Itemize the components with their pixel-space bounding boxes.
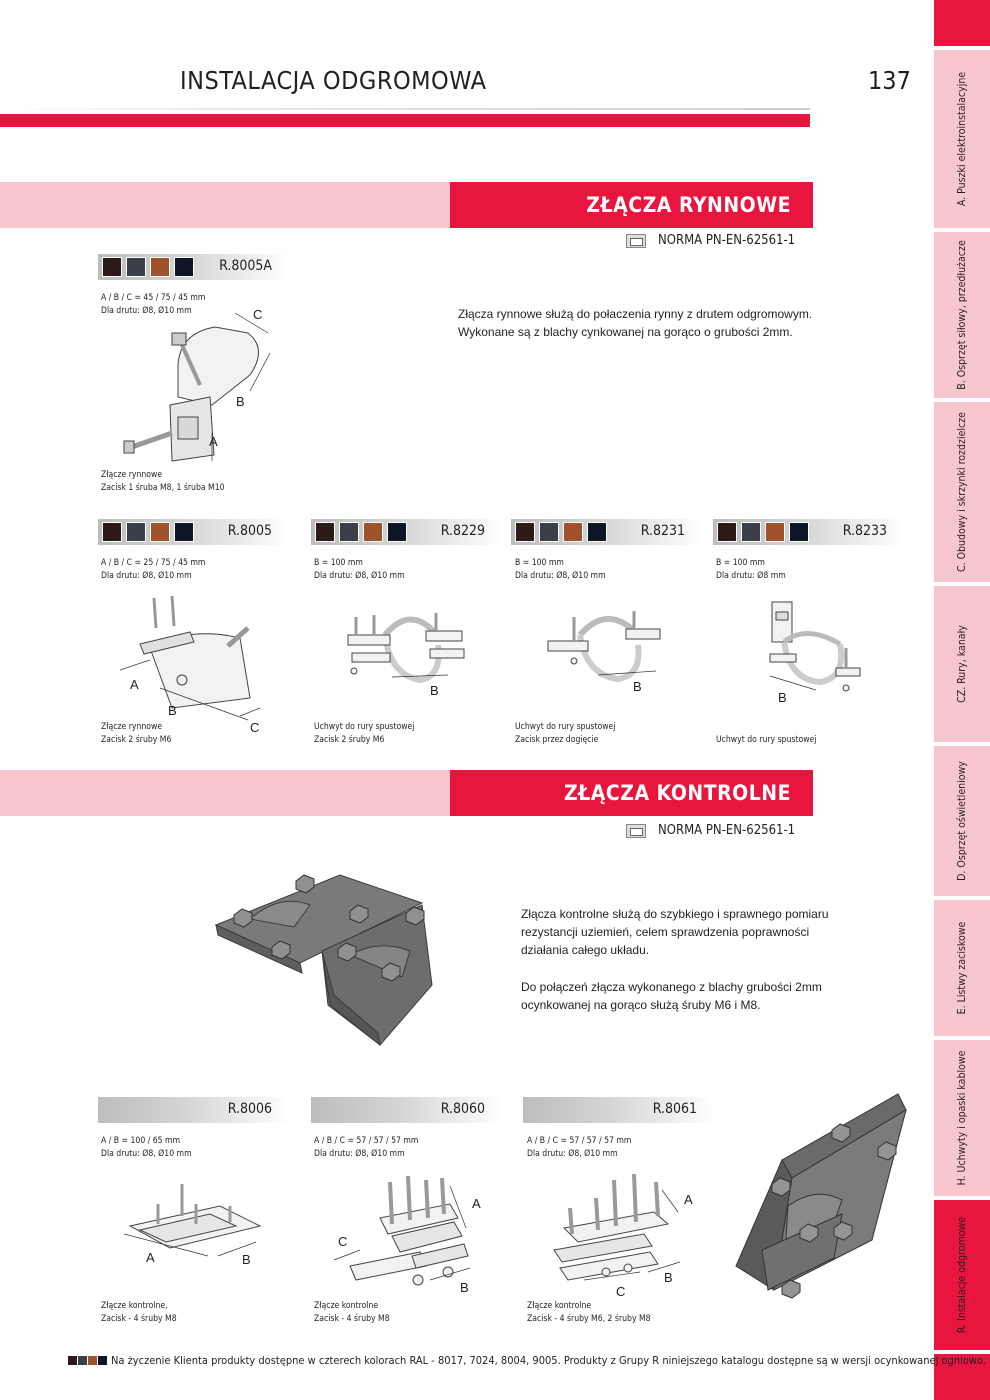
product-code: R.8005A xyxy=(219,258,272,274)
caption-clamp: Zacisk - 4 śruby M8 xyxy=(101,1314,177,1324)
product-caption xyxy=(101,469,225,495)
product-spec xyxy=(101,1135,192,1161)
tab-d-label: D. Osprzęt oświetleniowy xyxy=(956,761,968,881)
color-swatch-8017 xyxy=(102,522,122,542)
caption-name: Złącze rynnowe xyxy=(101,470,163,480)
product-bar-r8229 xyxy=(311,519,503,545)
product-caption xyxy=(314,1300,390,1326)
section2-norma: NORMA PN-EN-62561-1 xyxy=(658,823,796,838)
tab-d[interactable] xyxy=(934,746,990,896)
spec-wire: Dla drutu: Ø8, Ø10 mm xyxy=(515,571,606,581)
product-bar-r8061 xyxy=(523,1097,715,1123)
product-spec xyxy=(515,557,606,583)
r8006-drawing xyxy=(110,1176,270,1276)
section2-desc-line3: działania całego układu. xyxy=(521,943,650,957)
caption-clamp: Zacisk - 4 śruby M6, 2 śruby M8 xyxy=(527,1314,651,1324)
caption-name: Złącze rynnowe xyxy=(101,722,163,732)
dim-label-c: C xyxy=(616,1284,626,1298)
color-swatch-9005 xyxy=(174,522,194,542)
tab-c-label: C. Obudowy i skrzynki rozdzielcze xyxy=(956,411,968,573)
product-bar-r8231 xyxy=(511,519,703,545)
r8061-photo xyxy=(722,1090,912,1340)
product-spec xyxy=(716,557,786,583)
spec-dimensions: B = 100 mm xyxy=(716,558,765,568)
dim-label-c: C xyxy=(253,307,263,322)
dim-label-b: B xyxy=(236,394,245,409)
section1-description xyxy=(458,305,812,341)
color-swatch-7024 xyxy=(126,522,146,542)
r8061-drawing xyxy=(544,1168,704,1298)
product-caption xyxy=(515,721,615,747)
side-tabs xyxy=(934,0,990,1400)
caption-name: Uchwyt do rury spustowej xyxy=(314,722,415,732)
section2-desc-line1: Złącza kontrolne służą do szybkiego i sprawnego pomiaru xyxy=(521,907,829,921)
color-swatch-9005 xyxy=(387,522,407,542)
section1-norma: NORMA PN-EN-62561-1 xyxy=(658,233,796,248)
tab-a-label: A. Puszki elektroinstalacyjne xyxy=(956,71,968,207)
color-swatch-8004 xyxy=(563,522,583,542)
spec-dimensions: B = 100 mm xyxy=(515,558,564,568)
dim-label-a: A xyxy=(209,434,218,449)
section2-title: ZŁĄCZA KONTROLNE xyxy=(450,770,813,816)
tab-r-label: R. Instalacje odgromowe xyxy=(956,1216,968,1334)
document-icon xyxy=(626,824,646,838)
r8060-drawing xyxy=(330,1168,490,1298)
product-code: R.8060 xyxy=(440,1101,485,1117)
product-caption xyxy=(314,721,414,747)
caption-name: Złącze kontrolne xyxy=(314,1301,379,1311)
section1-band xyxy=(0,182,450,228)
spec-dimensions: A / B = 100 / 65 mm xyxy=(101,1136,181,1146)
spec-dimensions: B = 100 mm xyxy=(314,558,363,568)
dim-label-b: B xyxy=(430,683,439,698)
footer-text: Na życzenie Klienta produkty dostępne w czterech kolorach RAL - 8017, 7024, 8004, 9005. Produkty z Grupy R niniejszego katalogu dostępne są w wersji ocynkowanej ogniowo. xyxy=(111,1354,987,1367)
dim-label-b: B xyxy=(633,679,642,694)
color-swatch-8017 xyxy=(68,1356,77,1365)
product-code: R.8061 xyxy=(652,1101,697,1117)
color-swatch-8004 xyxy=(150,522,170,542)
caption-clamp: Zacisk 2 śruby M6 xyxy=(314,735,385,745)
color-swatch-8004 xyxy=(150,257,170,277)
tab-a[interactable] xyxy=(934,50,990,228)
dim-label-b: B xyxy=(168,703,177,718)
dim-label-b: B xyxy=(460,1280,469,1295)
color-swatch-8017 xyxy=(315,522,335,542)
dim-label-a: A xyxy=(472,1196,481,1211)
spec-wire: Dla drutu: Ø8 mm xyxy=(716,571,786,581)
spec-wire: Dla drutu: Ø8, Ø10 mm xyxy=(314,1149,405,1159)
spec-wire: Dla drutu: Ø8, Ø10 mm xyxy=(314,571,405,581)
caption-clamp: Zacisk 2 śruby M6 xyxy=(101,735,172,745)
tab-r[interactable] xyxy=(934,1200,990,1350)
product-spec xyxy=(314,557,405,583)
color-swatch-7024 xyxy=(741,522,761,542)
product-code: R.8231 xyxy=(640,523,685,539)
color-swatch-9005 xyxy=(174,257,194,277)
spec-dimensions: A / B / C = 57 / 57 / 57 mm xyxy=(527,1136,632,1146)
section1-title: ZŁĄCZA RYNNOWE xyxy=(450,182,813,228)
product-bar-r8006 xyxy=(98,1097,290,1123)
header-divider-red xyxy=(0,114,810,127)
product-code: R.8233 xyxy=(842,523,887,539)
r8233-drawing xyxy=(750,598,870,708)
r8229-drawing xyxy=(330,605,480,705)
spec-wire: Dla drutu: Ø8, Ø10 mm xyxy=(101,306,192,316)
tab-c[interactable] xyxy=(934,402,990,582)
caption-clamp: Zacisk - 4 śruby M8 xyxy=(314,1314,390,1324)
tab-h-label: H. Uchwyty i opaski kablowe xyxy=(956,1050,968,1186)
dim-label-b: B xyxy=(778,690,787,705)
dim-label-a: A xyxy=(130,677,139,692)
header-divider-thin xyxy=(0,108,810,110)
product-bar-r8005 xyxy=(98,519,290,545)
spec-dimensions: A / B / C = 45 / 75 / 45 mm xyxy=(101,293,206,303)
product-spec xyxy=(314,1135,418,1161)
tab-cz[interactable] xyxy=(934,586,990,742)
caption-clamp: Zacisk przez dogięcie xyxy=(515,735,599,745)
product-caption xyxy=(101,1300,177,1326)
product-bar-r8060 xyxy=(311,1097,503,1123)
caption-name: Uchwyt do rury spustowej xyxy=(515,722,616,732)
caption-name: Złącze kontrolne xyxy=(527,1301,592,1311)
section1-desc-line2: Wykonane są z blachy cynkowanej na gorąco o grubości 2mm. xyxy=(458,325,793,339)
footer-note xyxy=(68,1354,986,1367)
section2-desc-line2: rezystancji uziemień, celem sprawdzenia poprawności xyxy=(521,925,810,939)
color-swatch-7024 xyxy=(339,522,359,542)
caption-clamp: Zacisk 1 śruba M8, 1 śruba M10 xyxy=(101,483,225,493)
section2-description-1 xyxy=(521,905,829,959)
dim-label-b: B xyxy=(242,1252,251,1267)
r8005a-drawing xyxy=(120,305,280,465)
spec-wire: Dla drutu: Ø8, Ø10 mm xyxy=(101,571,192,581)
color-swatch-7024 xyxy=(78,1356,87,1365)
page-title: INSTALACJA ODGROMOWA xyxy=(180,66,487,95)
color-swatch-8017 xyxy=(515,522,535,542)
tab-h[interactable] xyxy=(934,1040,990,1196)
tab-b[interactable] xyxy=(934,232,990,398)
color-swatch-8017 xyxy=(102,257,122,277)
color-swatch-8017 xyxy=(717,522,737,542)
color-swatch-9005 xyxy=(587,522,607,542)
product-code: R.8229 xyxy=(440,523,485,539)
caption-name: Złącze kontrolne, xyxy=(101,1301,168,1311)
tab-e-label: E. Listwy zaciskowe xyxy=(956,921,968,1015)
dim-label-b: B xyxy=(664,1270,673,1285)
color-swatch-8004 xyxy=(765,522,785,542)
color-swatch-9005 xyxy=(98,1356,107,1365)
product-code: R.8006 xyxy=(227,1101,272,1117)
section2-description-2 xyxy=(521,978,822,1014)
dim-label-a: A xyxy=(146,1250,155,1265)
spec-dimensions: A / B / C = 25 / 75 / 45 mm xyxy=(101,558,206,568)
product-bar-r8005a xyxy=(98,254,290,280)
section2-desc-line4: Do połączeń złącza wykonanego z blachy grubości 2mm xyxy=(521,980,822,994)
kontrolne-photo xyxy=(210,855,450,1055)
document-icon xyxy=(626,234,646,248)
product-code: R.8005 xyxy=(227,523,272,539)
product-bar-r8233 xyxy=(713,519,905,545)
r8005-drawing xyxy=(110,588,280,738)
caption-name: Uchwyt do rury spustowej xyxy=(716,735,817,745)
tab-cz-label: CZ. Rury, kanały xyxy=(956,625,968,703)
product-caption xyxy=(716,734,816,747)
spec-wire: Dla drutu: Ø8, Ø10 mm xyxy=(527,1149,618,1159)
color-swatch-8004 xyxy=(88,1356,97,1365)
tab-b-label: B. Osprzęt siłowy, przedłużacze xyxy=(956,240,968,390)
r8231-drawing xyxy=(540,605,680,705)
section1-desc-line1: Złącza rynnowe służą do połaczenia rynny z drutem odgromowym. xyxy=(458,307,813,321)
color-swatch-7024 xyxy=(539,522,559,542)
section2-desc-line5: ocynkowanej na gorąco służą śruby M6 i M8. xyxy=(521,998,761,1012)
side-tab-top-cap xyxy=(934,0,990,46)
page-number: 137 xyxy=(868,66,911,95)
dim-label-c: C xyxy=(338,1234,348,1249)
product-caption xyxy=(527,1300,651,1326)
tab-e[interactable] xyxy=(934,900,990,1036)
spec-wire: Dla drutu: Ø8, Ø10 mm xyxy=(101,1149,192,1159)
color-swatch-8004 xyxy=(363,522,383,542)
color-swatch-9005 xyxy=(789,522,809,542)
dim-label-c: C xyxy=(250,720,260,735)
color-swatch-7024 xyxy=(126,257,146,277)
product-caption xyxy=(101,721,171,747)
product-spec xyxy=(101,557,205,583)
section2-band xyxy=(0,770,450,816)
product-spec xyxy=(527,1135,631,1161)
dim-label-a: A xyxy=(684,1192,693,1207)
spec-dimensions: A / B / C = 57 / 57 / 57 mm xyxy=(314,1136,419,1146)
